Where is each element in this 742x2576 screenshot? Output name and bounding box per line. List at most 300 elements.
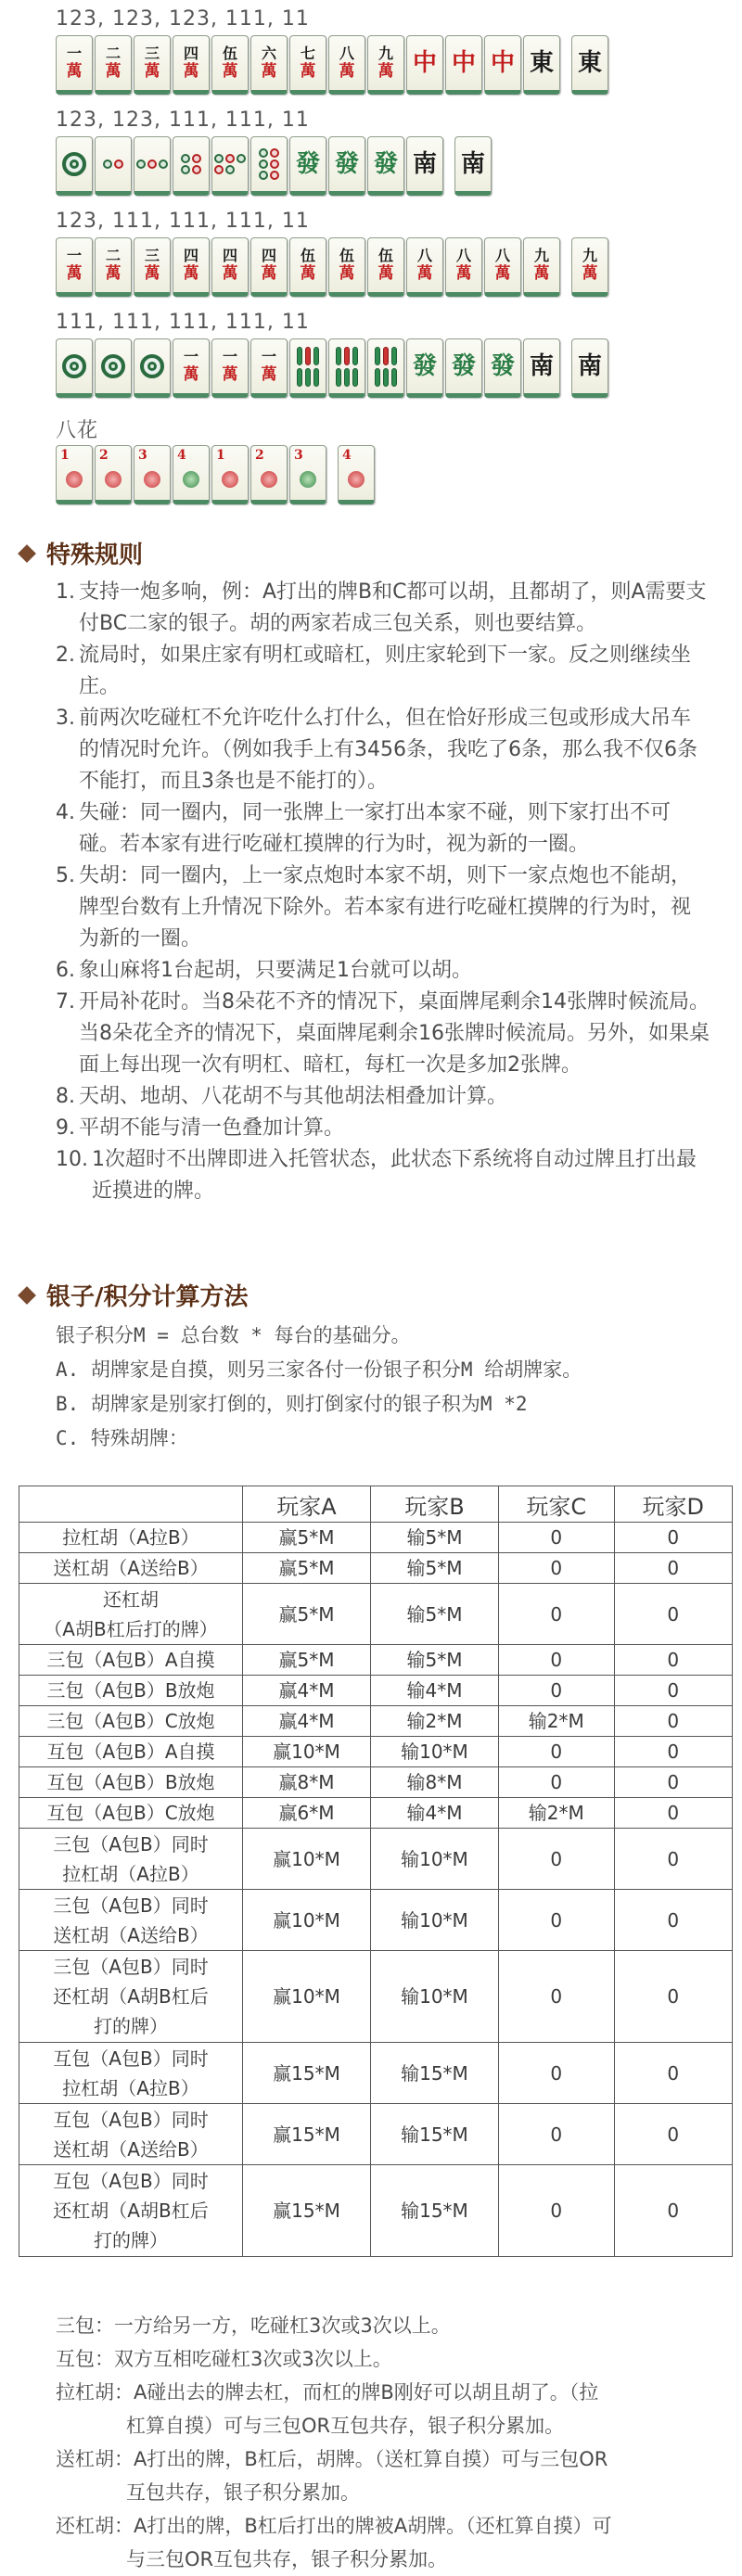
dot-icon [214,165,224,174]
mahjong-tile [367,237,404,297]
mahjong-tile [445,338,482,398]
bamboo-stick-icon [375,347,380,365]
flower-number: 3 [294,448,303,463]
hand-label: 111, 111, 111, 111, 11 [56,311,310,334]
mahjong-tile [56,136,93,196]
cell-value: 0 [498,1584,614,1645]
rule-text: 1次超时不出牌即进入托管状态，此状态下系统将自动过牌且打出最近摸进的牌。 [92,1148,697,1203]
table-row [19,1829,733,1890]
row-label: 三包（A包B）C放炮 [19,1706,243,1737]
calc-line: B. 胡牌家是别家打倒的，则打倒家付的银子积为M *2 [56,1393,528,1415]
cell-value: 赢10*M [243,1890,371,1951]
mahjong-tile [134,237,171,297]
tile-suit-glyph: 萬 [261,62,277,81]
cell-value: 0 [498,1676,614,1706]
mahjong-tile [367,338,404,398]
mahjong-tile [445,237,482,297]
circle-icon [62,152,86,176]
table-row [19,1676,733,1706]
tile-number: 九 [533,247,549,264]
dot-icon [270,171,279,180]
calc-line: C. 特殊胡牌： [56,1427,188,1449]
cell-value: 0 [498,1553,614,1584]
cell-value: 0 [614,1706,732,1737]
dot-icon [270,159,279,169]
cell-value: 赢15*M [243,2165,371,2257]
tile-glyph: 南 [412,150,437,178]
tile-suit-glyph: 萬 [66,62,83,81]
flower-icon [66,471,83,488]
bamboo-stick-icon [305,347,311,365]
tile-number: 伍 [222,45,237,62]
tile-number: 一 [66,45,82,62]
row-label: 三包（A包B）B放炮 [19,1676,243,1706]
cell-value: 赢4*M [243,1706,371,1737]
tile-suit-glyph: 萬 [66,264,83,283]
note-text: 双方互相吃碰杠3次或3次以上。 [114,2348,392,2370]
cell-value: 0 [614,1798,732,1829]
bamboo-stick-icon [336,368,341,387]
cell-value: 0 [614,2104,732,2165]
mahjong-tile [56,35,93,95]
hand-label: 123, 111, 111, 111, 11 [56,210,310,233]
cell-value: 0 [614,1523,732,1553]
mahjong-tile [289,35,326,95]
tile-number: 三 [144,45,160,62]
tile-glyph: 發 [412,352,437,380]
note-text: A碰出去的牌去杠，而杠的牌B刚好可以胡且胡了。（拉 [134,2381,599,2404]
flower-icon [105,471,122,488]
mahjong-tile [484,35,521,95]
tile-glyph: 發 [490,352,515,380]
note-text: A打出的牌，B杠后打出的牌被A胡牌。（还杠算自摸）可 [134,2515,612,2537]
rule-item [56,1113,710,1144]
circle-suit-icon [181,154,201,174]
flower-number: 4 [177,448,186,463]
bamboo-stick-icon [383,368,389,387]
note-item [56,2442,723,2509]
note-term: 还杠胡： [56,2515,134,2537]
hand-label: 123, 123, 111, 111, 11 [56,108,310,132]
circle-suit-icon [136,159,168,169]
cell-value: 0 [498,2104,614,2165]
row-label: 拉杠胡（A拉B） [19,1523,243,1553]
score-table [19,1486,733,2257]
mahjong-tile [571,338,608,398]
tile-suit-glyph: 萬 [261,264,277,283]
mahjong-tile [328,338,365,398]
note-item [56,2342,723,2376]
mahjong-tile [454,136,492,196]
rule-item [56,987,710,1081]
mahjong-tile [250,237,288,297]
column-header: 玩家A [243,1486,371,1523]
rule-number: 3. [56,707,75,730]
cell-value: 0 [614,1645,732,1676]
section-title: 银子/积分计算方法 [46,1283,249,1311]
tile-number: 一 [66,247,82,264]
rule-number: 4. [56,801,75,824]
rule-number: 8. [56,1085,75,1108]
bamboo-row [375,347,397,365]
cell-value: 输4*M [370,1676,498,1706]
mahjong-tile [571,237,608,297]
cell-value: 赢15*M [243,2043,371,2104]
bamboo-stick-icon [391,347,397,365]
tile-number: 四 [261,247,276,264]
mahjong-tile [134,35,171,95]
mahjong-tile [173,237,210,297]
mahjong-tile [406,136,443,196]
cell-value: 输5*M [370,1645,498,1676]
dot-icon [181,165,190,174]
table-row [19,1584,733,1645]
cell-value: 赢5*M [243,1584,371,1645]
mahjong-tile [173,35,210,95]
note-term: 三包： [56,2315,114,2337]
mahjong-tile [173,445,210,504]
tile-suit-glyph: 萬 [533,264,550,283]
cell-value: 输2*M [498,1706,614,1737]
bamboo-row [336,368,358,387]
row-label: 互包（A包B）B放炮 [19,1767,243,1798]
cell-value: 输2*M [498,1798,614,1829]
flower-icon [183,471,199,488]
mahjong-tile [56,237,93,297]
tile-suit-glyph: 萬 [183,62,199,81]
bamboo-stick-icon [391,368,397,387]
bamboo-stick-icon [375,368,380,387]
table-row [19,1767,733,1798]
mahjong-tile [134,136,171,196]
tile-number: 八 [416,247,432,264]
mahjong-tile [523,237,560,297]
bamboo-stick-icon [313,347,319,365]
cell-value: 0 [614,1584,732,1645]
flower-number: 3 [138,448,147,463]
bamboo-stick-icon [313,368,319,387]
tile-number: 八 [455,247,471,264]
cell-value: 0 [614,1829,732,1890]
dot-icon [270,148,279,158]
row-label: 还杠胡 （A胡B杠后打的牌） [19,1584,243,1645]
table-row [19,1951,733,2043]
row-label: 三包（A包B）同时 还杠胡（A胡B杠后 打的牌） [19,1951,243,2043]
tile-number: 七 [300,45,315,62]
tile-number: 二 [105,45,121,62]
rule-number: 10. [56,1148,88,1171]
table-row [19,2104,733,2165]
circle-icon [140,354,164,378]
bamboo-stick-icon [344,368,350,387]
cell-value: 输5*M [370,1523,498,1553]
tile-glyph: 東 [577,49,602,77]
row-label: 三包（A包B）同时 拉杠胡（A拉B） [19,1829,243,1890]
rule-number: 9. [56,1116,75,1140]
flower-number: 2 [99,448,109,463]
tile-suit-glyph: 萬 [222,365,238,384]
bamboo-stick-icon [352,368,358,387]
cell-value: 0 [614,1951,732,2043]
note-term: 互包： [56,2348,114,2370]
tile-glyph: 發 [451,352,476,380]
table-row [19,2165,733,2257]
bamboo-suit-icon [375,347,397,387]
dot-icon [259,159,268,169]
bamboo-stick-icon [344,347,350,365]
dot-icon [159,159,168,169]
special-rules-list [56,577,710,1207]
flower-number: 1 [216,448,225,463]
tile-suit-glyph: 萬 [339,62,355,81]
rule-text: 天胡、地胡、八花胡不与其他胡法相叠加计算。 [79,1085,508,1108]
cell-value: 输5*M [370,1584,498,1645]
score-table-header [19,1486,733,1523]
flower-number: 1 [60,448,70,463]
mahjong-tile [289,445,326,504]
rule-number: 7. [56,990,75,1014]
mahjong-tile [173,136,210,196]
mahjong-tile [571,35,608,95]
row-label: 互包（A包B）C放炮 [19,1798,243,1829]
cell-value: 赢4*M [243,1676,371,1706]
cell-value: 赢10*M [243,1829,371,1890]
tile-number: 二 [105,247,121,264]
tile-number: 八 [339,45,354,62]
bamboo-stick-icon [383,347,389,365]
score-calc-heading [20,1278,249,1312]
tile-suit-glyph: 萬 [416,264,433,283]
cell-value: 0 [498,1890,614,1951]
dot-icon [225,165,235,174]
tile-number: 九 [377,45,393,62]
tile-number: 四 [183,45,198,62]
column-header [19,1486,243,1523]
dot-icon [237,154,246,163]
diamond-bullet-icon [18,1286,36,1305]
mahjong-tile [328,237,365,297]
tile-number: 三 [144,247,160,264]
bamboo-row [297,347,319,365]
tile-number: 伍 [339,247,354,264]
tile-glyph: 南 [577,352,602,380]
cell-value: 输5*M [370,1553,498,1584]
row-label: 互包（A包B）同时 拉杠胡（A拉B） [19,2043,243,2104]
mahjong-tile [367,35,404,95]
tile-suit-glyph: 萬 [183,264,199,283]
section-title: 特殊规则 [46,542,144,569]
cell-value: 输2*M [370,1706,498,1737]
cell-value: 输15*M [370,2104,498,2165]
tile-glyph: 東 [529,49,554,77]
tile-suit-glyph: 萬 [377,264,394,283]
note-item [56,2376,723,2442]
note-item [56,2509,723,2576]
mahjong-tile [406,338,443,398]
rule-item [56,955,710,987]
cell-value: 赢8*M [243,1767,371,1798]
note-item [56,2309,723,2342]
column-header: 玩家D [614,1486,732,1523]
rule-number: 6. [56,959,75,982]
rule-number: 5. [56,864,75,887]
rule-item [56,1144,710,1207]
note-term: 拉杠胡： [56,2381,134,2404]
cell-value: 0 [498,1737,614,1767]
cell-value: 输10*M [370,1829,498,1890]
cell-value: 输10*M [370,1890,498,1951]
tile-number: 伍 [300,247,315,264]
rule-number: 2. [56,644,75,667]
bamboo-suit-icon [336,347,358,387]
cell-value: 0 [614,1890,732,1951]
mahjong-tile [134,338,171,398]
cell-value: 输10*M [370,1951,498,2043]
circle-icon [62,354,86,378]
cell-value: 输10*M [370,1737,498,1767]
flower-icon [348,471,365,488]
note-term: 送杠胡： [56,2448,134,2470]
rule-item [56,640,710,703]
cell-value: 输15*M [370,2043,498,2104]
note-text: A打出的牌，B杠后，胡牌。（送杠算自摸）可与三包OR [134,2448,608,2470]
bamboo-suit-icon [297,347,319,387]
mahjong-tile [56,338,93,398]
dot-icon [259,171,268,180]
bamboo-stick-icon [297,347,302,365]
column-header: 玩家B [370,1486,498,1523]
flower-icon [261,471,277,488]
diamond-bullet-icon [18,544,36,563]
cell-value: 0 [498,1951,614,2043]
tile-number: 六 [261,45,276,62]
circle-icon [101,354,125,378]
tile-glyph: 發 [295,150,320,178]
tile-row [56,338,610,400]
tile-glyph: 發 [334,150,359,178]
special-rules-heading [20,536,143,570]
row-label: 三包（A包B）A自摸 [19,1645,243,1676]
tile-number: 一 [261,348,276,365]
cell-value: 0 [614,1737,732,1767]
tile-suit-glyph: 萬 [144,62,160,81]
tile-number: 九 [582,247,597,264]
cell-value: 赢5*M [243,1645,371,1676]
mahjong-tile [211,136,249,196]
mahjong-tile [289,136,326,196]
mahjong-tile [95,237,132,297]
mahjong-tile [338,445,375,504]
tile-suit-glyph: 萬 [494,264,511,283]
tile-suit-glyph: 萬 [300,62,316,81]
dot-icon [114,159,123,169]
bamboo-stick-icon [336,347,341,365]
column-header: 玩家C [498,1486,614,1523]
mahjong-tile [211,445,249,504]
note-text-continued: 互包共存，银子积分累加。 [126,2481,360,2504]
tile-suit-glyph: 萬 [261,365,277,384]
mahjong-tile [95,35,132,95]
circle-suit-icon [103,159,123,169]
bamboo-row [336,347,358,365]
rule-text: 开局补花时。当8朵花不齐的情况下，桌面牌尾剩余14张牌时候流局。当8朵花全齐的情况下，桌面牌尾剩余16张牌时候流局。另外，如果桌面上每出现一次有明杠、暗杠，每杠一次是多加2张牌。 [79,990,710,1077]
flower-icon [222,471,238,488]
tile-number: 一 [222,348,237,365]
hand-label: 123, 123, 123, 111, 11 [56,7,310,31]
table-row [19,2043,733,2104]
mahjong-tile [211,338,249,398]
cell-value: 赢10*M [243,1951,371,2043]
tile-row [56,445,377,506]
note-text: 一方给另一方，吃碰杠3次或3次以上。 [114,2315,451,2337]
rule-text: 象山麻将1台起胡，只要满足1台就可以胡。 [79,959,472,982]
table-row [19,1523,733,1553]
mahjong-tile [523,35,560,95]
tile-row [56,136,493,198]
tile-glyph: 中 [412,49,437,77]
cell-value: 赢5*M [243,1553,371,1584]
tile-suit-glyph: 萬 [144,264,160,283]
flower-number: 2 [255,448,264,463]
cell-value: 赢5*M [243,1523,371,1553]
mahjong-tile [56,445,93,504]
table-row [19,1553,733,1584]
table-row [19,1890,733,1951]
rule-text: 失碰：同一圈内，同一张牌上一家打出本家不碰，则下家打出不可碰。若本家有进行吃碰杠摸牌的行为时，视为新的一圈。 [79,801,672,856]
tile-suit-glyph: 萬 [300,264,316,283]
bamboo-row [375,368,397,387]
bamboo-stick-icon [297,368,302,387]
cell-value: 输8*M [370,1767,498,1798]
mahjong-tile [289,338,326,398]
mahjong-tile [211,35,249,95]
rule-text: 平胡不能与清一色叠加计算。 [79,1116,345,1140]
mahjong-tile [250,35,288,95]
cell-value: 0 [498,1829,614,1890]
note-text-continued: 杠算自摸）可与三包OR互包共存，银子积分累加。 [126,2415,565,2437]
tile-glyph: 中 [451,49,476,77]
tile-suit-glyph: 萬 [222,264,238,283]
calc-line: 银子积分M = 总台数 * 每台的基础分。 [56,1324,411,1346]
mahjong-tile [484,338,521,398]
tile-suit-glyph: 萬 [582,264,598,283]
mahjong-tile [211,237,249,297]
cell-value: 0 [614,2043,732,2104]
mahjong-tile [134,445,171,504]
cell-value: 0 [614,2165,732,2257]
tile-suit-glyph: 萬 [455,264,472,283]
cell-value: 赢6*M [243,1798,371,1829]
cell-value: 赢10*M [243,1737,371,1767]
tile-number: 四 [222,247,237,264]
score-calc-text [56,1319,723,1456]
rule-item [56,703,710,797]
mahjong-tile [173,338,210,398]
cell-value: 赢15*M [243,2104,371,2165]
tile-glyph: 中 [490,49,515,77]
tile-glyph: 南 [460,150,485,178]
flower-icon [300,471,316,488]
mahjong-tile [484,237,521,297]
tile-suit-glyph: 萬 [339,264,355,283]
mahjong-tile [289,237,326,297]
dot-icon [225,154,235,163]
tile-number: 伍 [377,247,393,264]
cell-value: 输15*M [370,2165,498,2257]
cell-value: 0 [498,1523,614,1553]
bamboo-stick-icon [305,368,311,387]
tile-suit-glyph: 萬 [105,62,122,81]
